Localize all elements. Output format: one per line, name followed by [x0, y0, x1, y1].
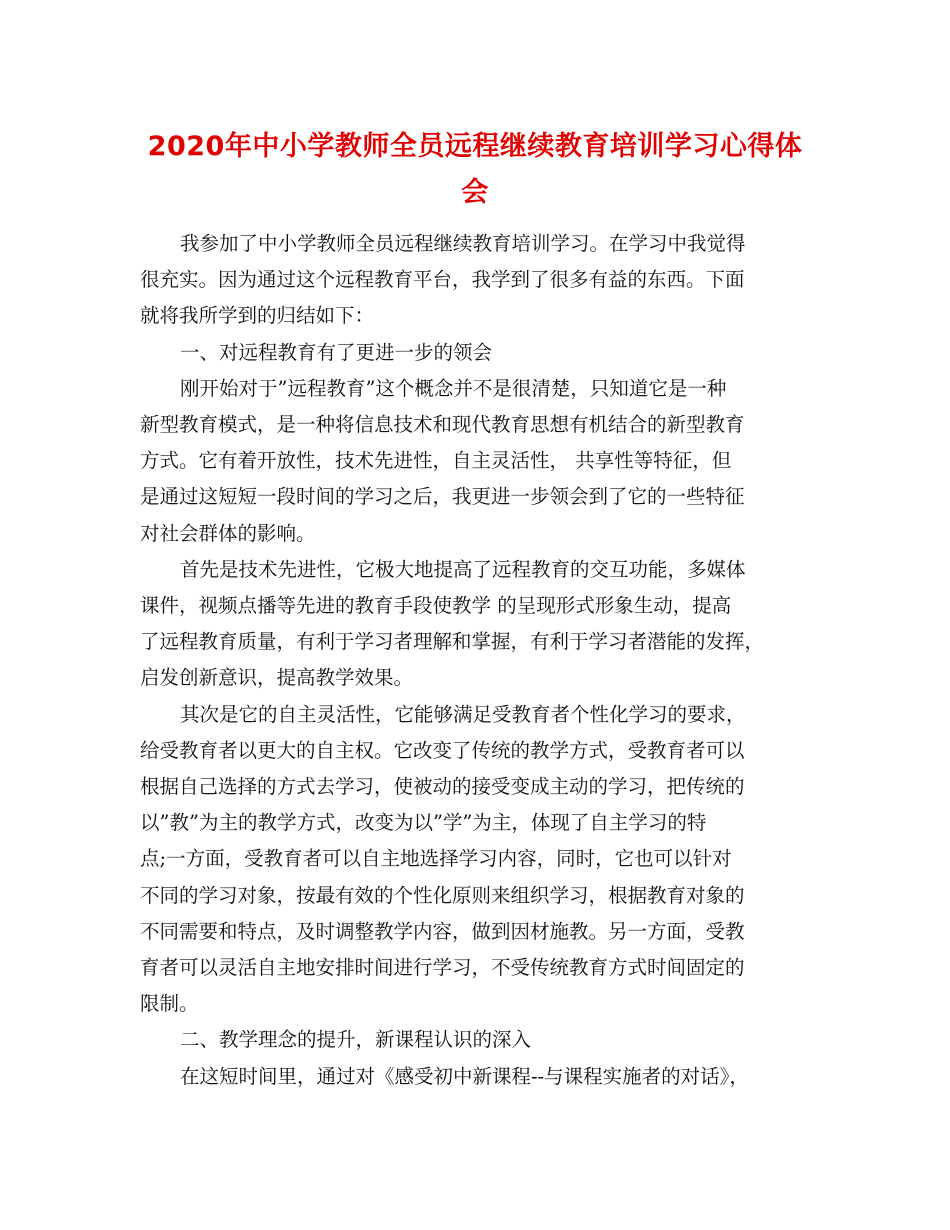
text-line: 课件，视频点播等先进的教育手段使教学 的呈现形式形象生动，提高: [140, 594, 732, 618]
text-line: 刚开始对于”远程教育”这个概念并不是很清楚，只知道它是一种: [179, 376, 727, 400]
text-line: 育者可以灵活自主地安排时间进行学习，不受传统教育方式时间固定的: [140, 956, 745, 980]
text-line: 方式。它有着开放性，技术先进性，自主灵活性， 共享性等特征，但: [140, 449, 732, 473]
text-line: 很充实。因为通过这个远程教育平台，我学到了很多有益的东西。下面: [140, 268, 745, 292]
text-line: 给受教育者以更大的自主权。它改变了传统的教学方式，受教育者可以: [140, 738, 745, 762]
text-line: 其次是它的自主灵活性，它能够满足受教育者个性化学习的要求，: [179, 702, 746, 726]
title-line-2: 会: [461, 177, 489, 208]
text-line: 点;一方面，受教育者可以自主地选择学习内容，同时，它也可以针对: [140, 847, 732, 871]
text-line: 我参加了中小学教师全员远程继续教育培训学习。在学习中我觉得: [179, 232, 746, 255]
text-line: 启发创新意识，提高教学效果。: [140, 666, 414, 690]
text-line: 是通过这短短一段时间的学习之后，我更进一步领会到了它的一些特征: [140, 485, 745, 509]
text-line: 不同的学习对象，按最有效的个性化原则来组织学习，根据教育对象的: [140, 883, 745, 907]
text-line: 在这短时间里，通过对《感受初中新课程--与课程实施者的对话》，: [179, 1064, 749, 1088]
document-title: [130, 124, 820, 216]
text-line: 首先是技术先进性，它极大地提高了远程教育的交互功能，多媒体: [179, 557, 746, 581]
text-line: 二、教学理念的提升，新课程认识的深入: [179, 1028, 531, 1052]
text-line: 对社会群体的影响。: [140, 521, 316, 545]
text-line: 一、对远程教育有了更进一步的领会: [179, 340, 492, 364]
text-line: 了远程教育质量，有利于学习者理解和掌握，有利于学习者潜能的发挥，: [140, 630, 765, 654]
document-body: [140, 226, 820, 1095]
text-line: 新型教育模式，是一种将信息技术和现代教育思想有机结合的新型教育: [140, 413, 745, 437]
text-line: 以”教”为主的教学方式，改变为以”学”为主，体现了自主学习的特: [140, 811, 707, 835]
text-line: 根据自己选择的方式去学习，使被动的接受变成主动的学习，把传统的: [140, 775, 745, 799]
text-line: 不同需要和特点，及时调整教学内容，做到因材施教。另一方面，受教: [140, 919, 745, 943]
title-line-1: 2020年中小学教师全员远程继续教育培训学习心得体: [147, 131, 803, 162]
text-line: 限制。: [140, 992, 199, 1016]
text-line: 就将我所学到的归结如下：: [140, 304, 375, 328]
